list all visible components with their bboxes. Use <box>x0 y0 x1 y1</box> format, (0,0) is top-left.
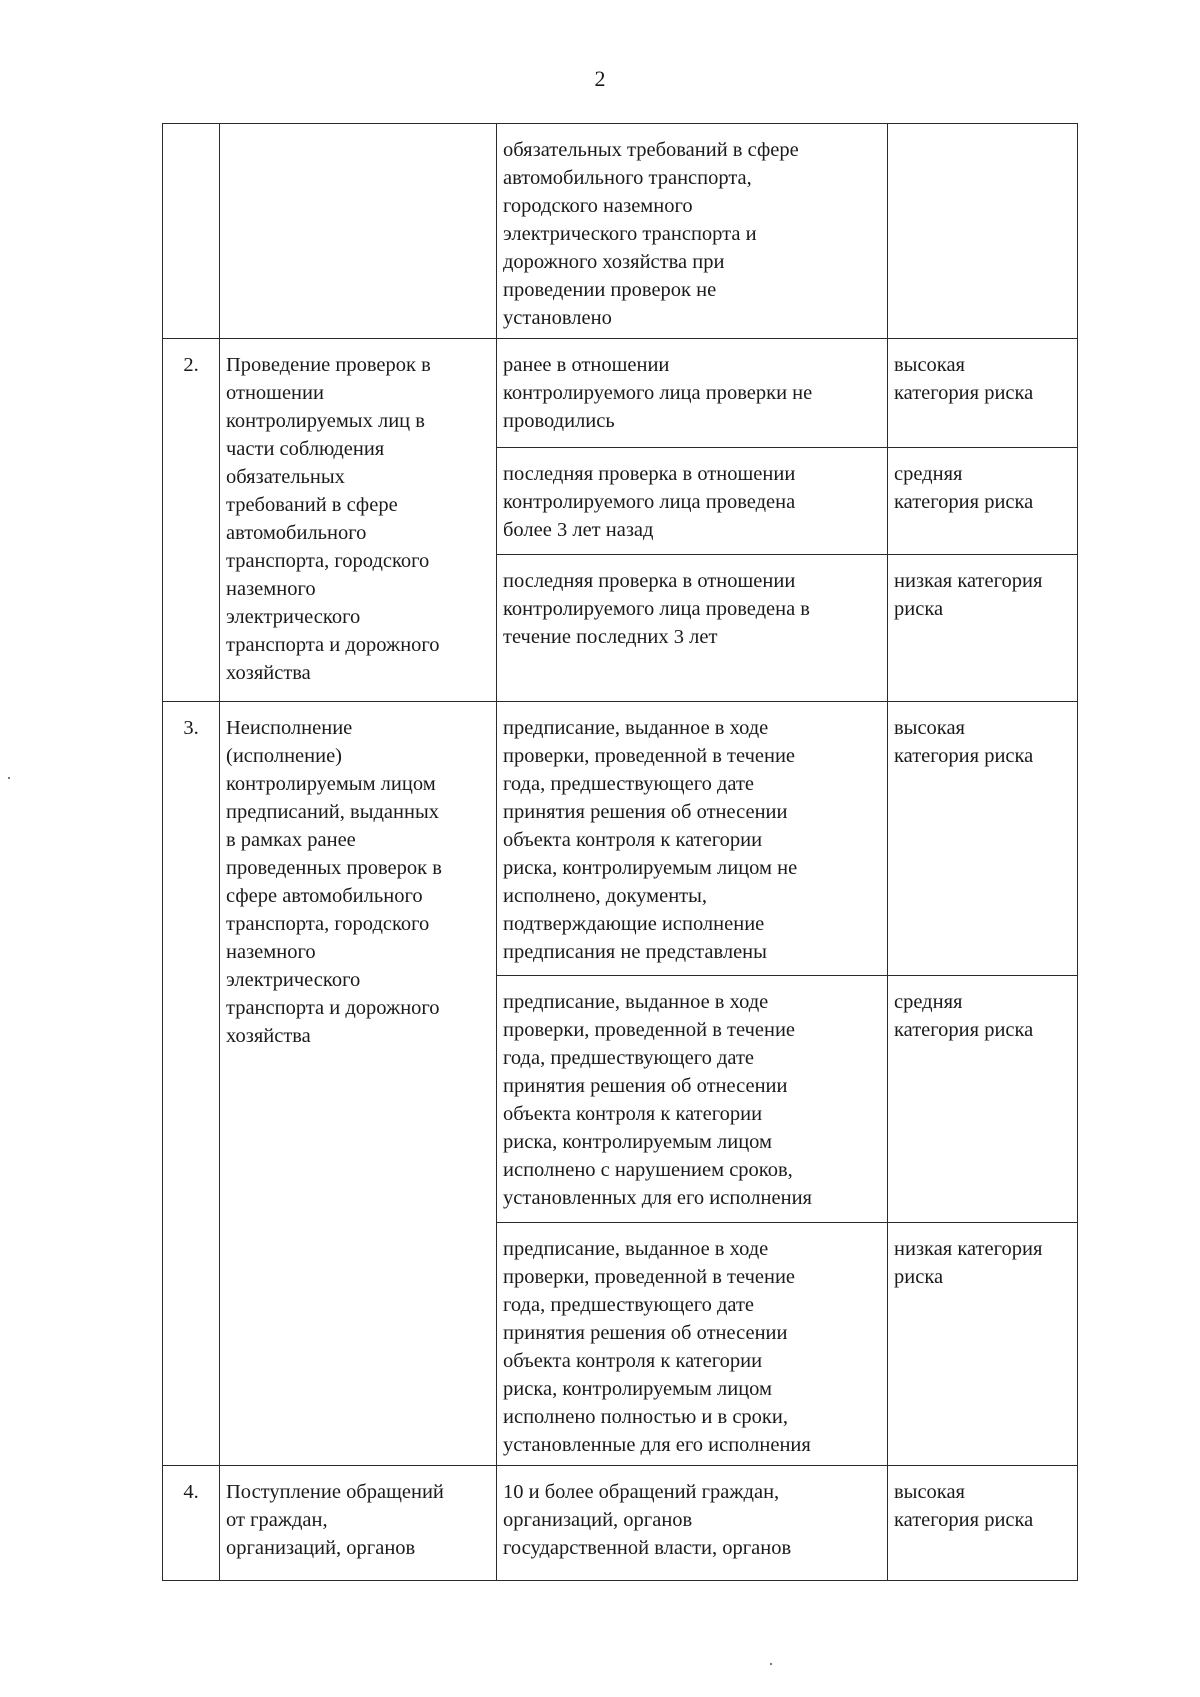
table-row <box>163 1466 1078 1581</box>
condition-text: предписание, выданное в ходе проверки, проведенной в течение года, предшествующего дате принятия решения об отнесении объекта контроля к категории риска, контролируемым лицом исполнено полностью и в сроки, установленные для его исполнения <box>503 1238 811 1456</box>
row-number-cell <box>163 124 220 339</box>
condition-text: предписание, выданное в ходе проверки, проведенной в течение года, предшествующего дате принятия решения об отнесении объекта контроля к категории риска, контролируемым лицом исполнено с нарушением сроков, установленных для его исполнения <box>503 991 812 1209</box>
category-cell <box>888 1466 1078 1581</box>
condition-cell <box>497 448 888 555</box>
category-text: средняя категория риска <box>894 991 1034 1041</box>
criterion-text: Поступление обращений от граждан, организаций, органов <box>226 1481 444 1559</box>
category-cell <box>888 448 1078 555</box>
category-text: высокая категория риска <box>894 354 1034 404</box>
scan-speck <box>770 1663 772 1665</box>
condition-cell <box>497 1223 888 1466</box>
condition-cell <box>497 555 888 702</box>
category-cell <box>888 1223 1078 1466</box>
table-row-continuation <box>163 124 1078 339</box>
category-text: средняя категория риска <box>894 463 1034 513</box>
category-cell <box>888 555 1078 702</box>
category-text: высокая категория риска <box>894 1481 1034 1531</box>
criterion-cell <box>220 1466 497 1581</box>
category-text: низкая категория риска <box>894 570 1043 620</box>
scan-speck <box>8 777 10 779</box>
table-row <box>163 339 1078 448</box>
condition-text: ранее в отношении контролируемого лица проверки не проводились <box>503 354 813 432</box>
category-cell <box>888 124 1078 339</box>
condition-text: последняя проверка в отношении контролируемого лица проведена более 3 лет назад <box>503 463 796 541</box>
criterion-cell <box>220 124 497 339</box>
condition-cell <box>497 1466 888 1581</box>
row-number-cell: 2. <box>163 339 220 702</box>
table-row <box>163 702 1078 976</box>
condition-text: предписание, выданное в ходе проверки, проведенной в течение года, предшествующего дате принятия решения об отнесении объекта контроля к категории риска, контролируемым лицом не исполнено, документы, подтверждающие исполнение предписания не представлены <box>503 717 798 963</box>
criterion-text: Неисполнение (исполнение) контролируемым лицом предписаний, выданных в рамках ранее проведенных проверок в сфере автомобильного транспорта, городского наземного электрического транспорта и дорожного хозяйства <box>226 717 442 1047</box>
row-number-cell: 3. <box>163 702 220 1466</box>
condition-cell <box>497 976 888 1223</box>
category-text: высокая категория риска <box>894 717 1034 767</box>
row-number-cell: 4. <box>163 1466 220 1581</box>
page-number: 2 <box>594 66 606 91</box>
condition-text: последняя проверка в отношении контролируемого лица проведена в течение последних 3 лет <box>503 570 810 648</box>
condition-cell <box>497 124 888 339</box>
category-cell <box>888 976 1078 1223</box>
condition-cell <box>497 339 888 448</box>
criterion-text: Проведение проверок в отношении контролируемых лиц в части соблюдения обязательных требований в сфере автомобильного транспорта, городского наземного электрического транспорта и дорожного хозяйства <box>226 354 440 684</box>
risk-criteria-table <box>162 123 1078 1581</box>
condition-cell <box>497 702 888 976</box>
condition-text: 10 и более обращений граждан, организаций, органов государственной власти, органов <box>503 1481 792 1559</box>
criterion-cell <box>220 702 497 1466</box>
category-cell <box>888 702 1078 976</box>
condition-text: обязательных требований в сфере автомобильного транспорта, городского наземного электрического транспорта и дорожного хозяйства при проведении проверок не установлено <box>503 139 799 329</box>
criterion-cell <box>220 339 497 702</box>
category-text: низкая категория риска <box>894 1238 1043 1288</box>
category-cell <box>888 339 1078 448</box>
